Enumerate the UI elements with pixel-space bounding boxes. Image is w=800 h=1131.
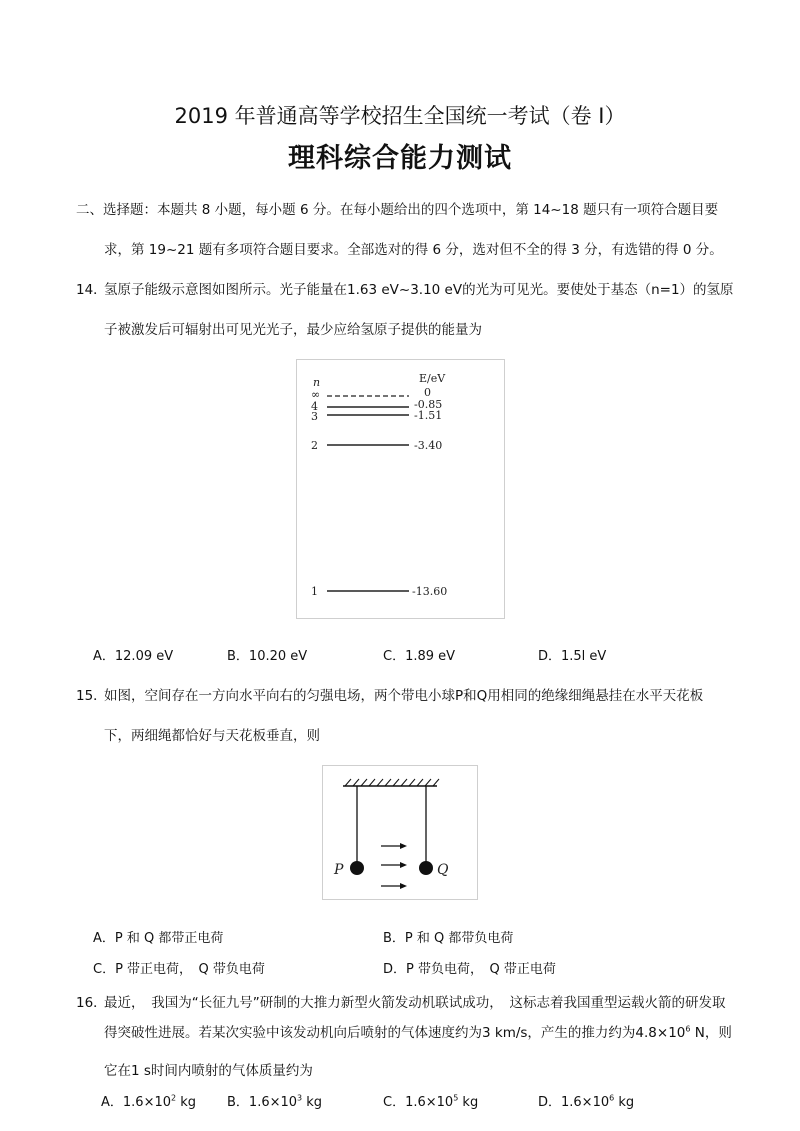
q14-stem-line2: 子被激发后可辐射出可见光光子，最少应给氢原子提供的能量为 — [104, 322, 482, 338]
energy-level-svg — [297, 360, 504, 618]
level-energy-4: -0.85 — [414, 398, 443, 411]
section-header-line1: 二、选择题：本题共 8 小题，每小题 6 分。在每小题给出的四个选项中，第 14~18 题只有一项符合题目要 — [76, 202, 719, 218]
q16-option-c — [383, 1091, 478, 1110]
electric-field-arrows — [381, 843, 407, 889]
q16-option-a-exp: 2 — [171, 1093, 177, 1103]
ball-q — [419, 861, 433, 875]
label-q: Q — [437, 862, 449, 878]
q16-option-d-unit: kg — [614, 1095, 635, 1110]
section-header-line2: 求，第 19~21 题有多项符合题目要求。全部选对的得 6 分，选对但不全的得 3 分，有选错的得 0 分。 — [104, 242, 723, 258]
level-energy-3: -1.51 — [414, 409, 443, 422]
q16-option-a-base: A．1.6×10 — [101, 1095, 172, 1110]
energy-axis-label: E/eV — [419, 372, 446, 385]
q15-option-a: A．P 和 Q 都带正电荷 — [93, 931, 224, 946]
charged-balls-diagram — [322, 765, 478, 900]
label-p: P — [334, 862, 344, 878]
q14-number: 14． — [76, 282, 107, 298]
q14-option-b: B．10.20 eV — [227, 649, 308, 664]
q16-option-d-base: D．1.6×10 — [538, 1095, 610, 1110]
exam-title: 2019 年普通高等学校招生全国统一考试（卷 I） — [174, 104, 626, 128]
q14-option-a: A．12.09 eV — [93, 649, 174, 664]
level-n-2: 2 — [311, 439, 318, 452]
q15-option-b: B．P 和 Q 都带负电荷 — [383, 931, 514, 946]
q16-stem-line3: 它在1 s时间内喷射的气体质量约为 — [104, 1063, 313, 1079]
level-energy-1: -13.60 — [412, 585, 448, 598]
q16-option-b-exp: 3 — [297, 1093, 303, 1103]
q16-option-b-base: B．1.6×10 — [227, 1095, 298, 1110]
q15-option-d: D．P 带负电荷， Q 带正电荷 — [383, 962, 556, 977]
q16-line2-exponent: 6 — [685, 1024, 691, 1034]
q16-line2-end: N，则 — [690, 1025, 732, 1041]
level-n-4: 4 — [311, 400, 318, 413]
level-n-1: 1 — [311, 585, 318, 598]
q14-option-c: C．1.89 eV — [383, 649, 456, 664]
q16-stem-line2 — [104, 1021, 732, 1041]
q15-number: 15． — [76, 688, 107, 704]
q15-stem-line2: 下，两细绳都恰好与天花板垂直，则 — [104, 728, 320, 744]
charged-balls-svg — [323, 766, 477, 899]
q16-option-c-base: C．1.6×10 — [383, 1095, 454, 1110]
level-energy-infinity: 0 — [424, 386, 431, 399]
q16-option-a-unit: kg — [176, 1095, 197, 1110]
q14-stem-line1: 氢原子能级示意图如图所示。光子能量在1.63 eV~3.10 eV的光为可见光。要使处于基态（n=1）的氢原 — [104, 282, 734, 298]
q16-option-d-exp: 6 — [609, 1093, 615, 1103]
q16-option-b-unit: kg — [302, 1095, 323, 1110]
level-energy-2: -3.40 — [414, 439, 443, 452]
n-axis-label: n — [313, 376, 321, 389]
level-n-3: 3 — [311, 410, 318, 423]
exam-subtitle: 理科综合能力测试 — [288, 143, 512, 174]
q16-option-c-exp: 5 — [453, 1093, 459, 1103]
ceiling-hatch — [343, 779, 439, 786]
level-n-infinity: ∞ — [311, 388, 321, 401]
q16-option-c-unit: kg — [458, 1095, 479, 1110]
q16-option-a — [101, 1091, 196, 1110]
q16-line2-text: 得突破性进展。若某次实验中该发动机向后喷射的气体速度约为3 km/s，产生的推力约为4.8×10 — [104, 1025, 686, 1041]
q16-option-b — [227, 1091, 322, 1110]
q16-option-d — [538, 1091, 634, 1110]
q14-option-d: D．1.5l eV — [538, 649, 607, 664]
q15-option-c: C．P 带正电荷， Q 带负电荷 — [93, 962, 265, 977]
energy-level-diagram — [296, 359, 505, 619]
ball-p — [350, 861, 364, 875]
q16-stem-line1: 最近， 我国为“长征九号”研制的大推力新型火箭发动机联试成功， 这标志着我国重型运载火箭的研发取 — [104, 995, 726, 1011]
q16-number: 16． — [76, 995, 107, 1011]
q15-stem-line1: 如图，空间存在一方向水平向右的匀强电场，两个带电小球P和Q用相同的绝缘细绳悬挂在水平天花板 — [104, 688, 704, 704]
